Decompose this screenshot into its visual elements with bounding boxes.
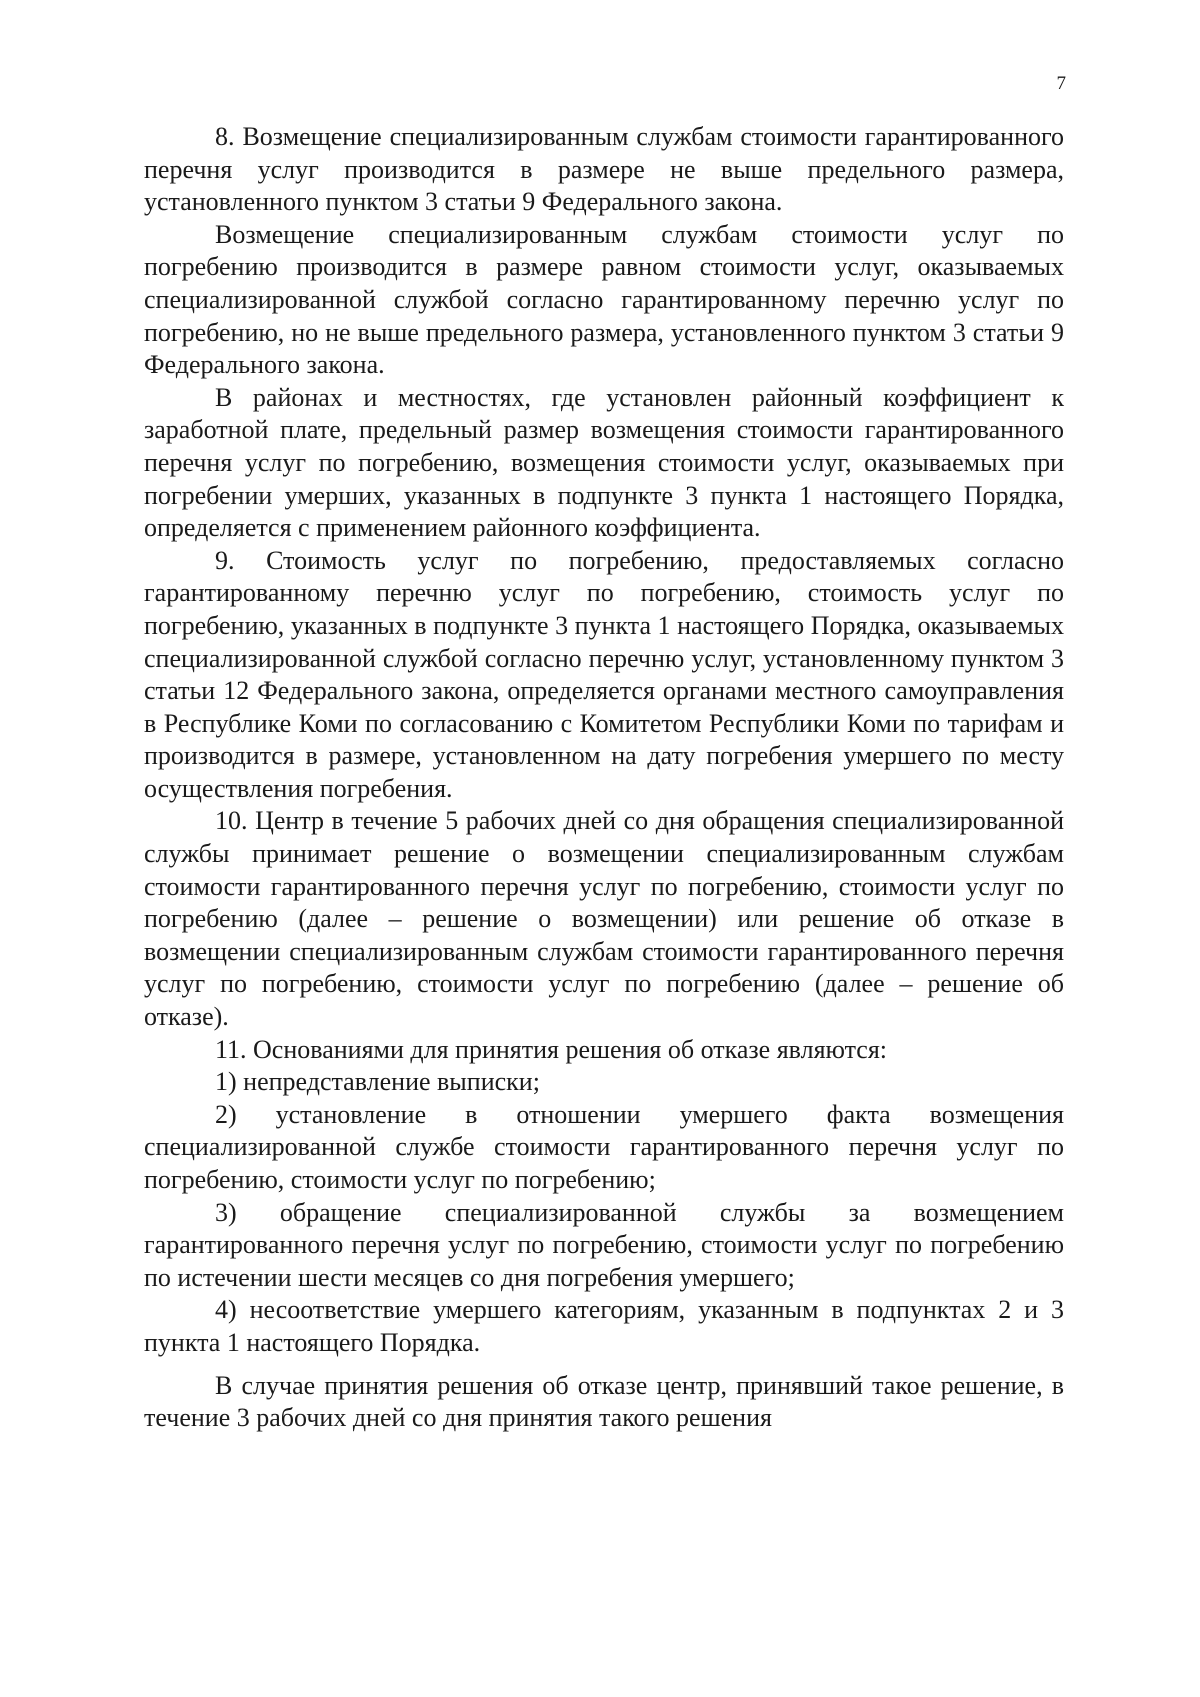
paragraph-8-reimbursement: Возмещение специализированным службам стоимости услуг по погребению производится в размере равном стоимости услуг, оказываемых специализированной службой согласно гарантированному перечню услуг по погребению, но не выше предельного размера, установленного пунктом 3 статьи 9 Федерального закона. [144, 219, 1064, 380]
list-item-1: 1) непредставление выписки; [215, 1067, 540, 1097]
paragraph-8: 8. Возмещение специализированным службам стоимости гарантированного перечня услуг производится в размере не выше предельного размера, установленного пунктом 3 статьи 9 Федерального закона. [144, 122, 1064, 217]
paragraph-9: 9. Стоимость услуг по погребению, предоставляемых согласно гарантированному перечню услуг по погребению, стоимость услуг по погребению, указанных в подпункте 3 пункта 1 настоящего Порядка, оказываемых специализированной службой согласно перечню услуг, установленному пунктом 3 статьи 12 Федерального закона, определяется органами местного самоуправления в Республике Коми по согласованию с Комитетом Республики Коми по тарифам и производится в размере, установленном на дату погребения умершего по месту осуществления погребения. [144, 545, 1064, 803]
list-item-4: 4) несоответствие умершего категориям, указанным в подпунктах 2 и 3 пункта 1 настоящего Порядка. [144, 1295, 1064, 1357]
paragraph-10: 10. Центр в течение 5 рабочих дней со дня обращения специализированной службы принимает решение о возмещении специализированным службам стоимости гарантированного перечня услуг по погребению, стоимости услуг по погребению (далее – решение о возмещении) или решение об отказе в возмещении специализированным службам стоимости гарантированного перечня услуг по погребению, стоимости услуг по погребению (далее – решение об отказе). [144, 806, 1064, 1032]
document-body [144, 121, 1064, 1435]
list-item-2: 2) установление в отношении умершего факта возмещения специализированной службе стоимости гарантированного перечня услуг по погребению, стоимости услуг по погребению; [144, 1099, 1064, 1194]
paragraph-11: 11. Основаниями для принятия решения об отказе являются: [215, 1034, 888, 1064]
paragraph-8-regional-coefficient: В районах и местностях, где установлен районный коэффициент к заработной плате, предельный размер возмещения стоимости гарантированного перечня услуг по погребению, возмещения стоимости услуг, оказываемых при погребении умерших, указанных в подпункте 3 пункта 1 настоящего Порядка, определяется с применением районного коэффициента. [144, 382, 1064, 543]
list-item-3: 3) обращение специализированной службы за возмещением гарантированного перечня услуг по погребению, стоимости услуг по погребению по истечении шести месяцев со дня погребения умершего; [144, 1197, 1064, 1292]
paragraph-refusal: В случае принятия решения об отказе центр, принявший такое решение, в течение 3 рабочих дней со дня принятия такого решения [144, 1370, 1064, 1433]
page-number: 7 [1056, 73, 1066, 94]
